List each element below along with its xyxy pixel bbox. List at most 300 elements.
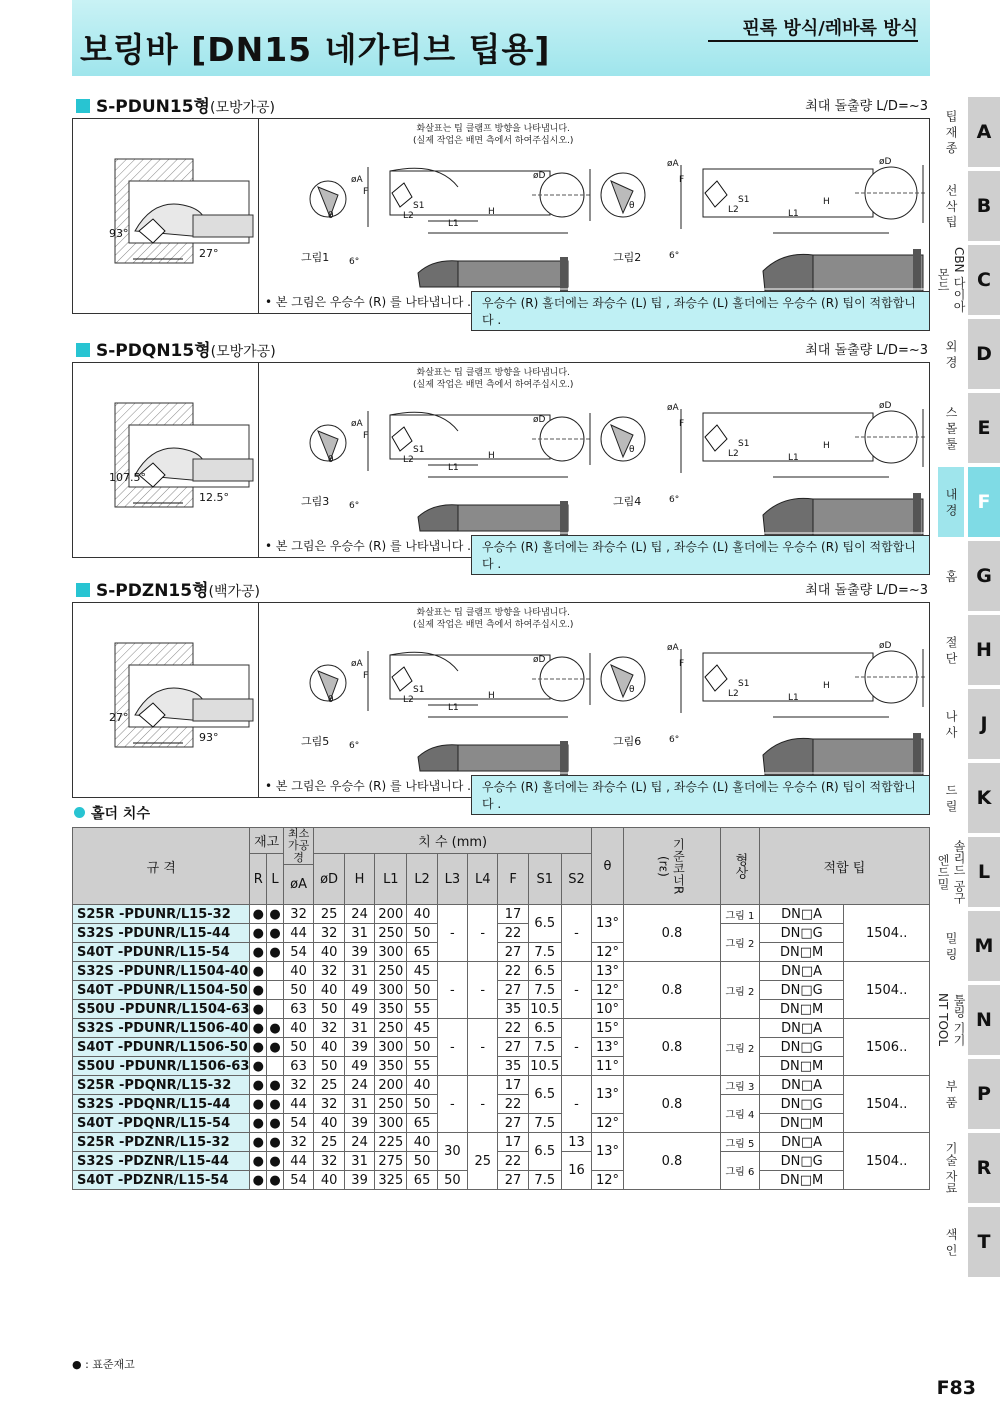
cell: 27	[498, 981, 528, 1000]
table-row	[73, 1019, 930, 1038]
category-tabs	[938, 97, 1000, 1281]
theta: 13°	[592, 1038, 624, 1057]
bullet-icon	[74, 807, 85, 818]
cell: 40	[407, 905, 437, 924]
th-corner: 기준코너R (rε)	[623, 828, 720, 905]
cell: 55	[407, 1000, 437, 1019]
cell: 27	[498, 943, 528, 962]
cell: 24	[344, 1076, 374, 1095]
dim-label: H	[488, 691, 495, 701]
shape: 그림 2	[720, 962, 759, 1019]
dim-label: 6°	[669, 735, 680, 745]
cell: 7.5	[528, 1171, 561, 1190]
spec-name: S32S -PDUNR/L1504-40	[73, 962, 250, 981]
cell: 35	[498, 1057, 528, 1076]
stock-l: ●	[267, 1152, 284, 1171]
tab-label: 팁 재 종	[944, 110, 958, 154]
cell: 40	[407, 1133, 437, 1152]
arrow-note-line1: 화살표는 팁 클램프 방향을 나타냅니다.	[416, 368, 570, 378]
th-theta: θ	[592, 828, 624, 905]
stock-r: ●	[250, 981, 267, 1000]
cell: 225	[375, 1133, 407, 1152]
theta: 12°	[592, 1171, 624, 1190]
tab-n[interactable]	[938, 985, 1000, 1055]
cell: 50	[407, 1095, 437, 1114]
th-spec: 규 격	[73, 828, 250, 905]
table-row	[73, 1038, 930, 1057]
dim-label: 6°	[669, 251, 680, 261]
spec-name: S32S -PDZNR/L15-44	[73, 1152, 250, 1171]
max-overhang: 최대 돌출량 L/D=~3	[805, 583, 928, 598]
arrow-note	[413, 367, 573, 391]
tab-a[interactable]	[938, 97, 1000, 167]
dim-label: øD	[879, 401, 892, 411]
dim-label: θ	[328, 211, 334, 221]
holder-dims-heading: 홀더 치수	[74, 803, 150, 823]
dim-label: L1	[788, 453, 799, 463]
cell: 7.5	[528, 1114, 561, 1133]
theta: 13°	[592, 962, 624, 981]
tab-label: 솔리드 공구 엔드밀	[936, 840, 966, 904]
tab-letter: J	[968, 689, 1000, 759]
cell: 350	[375, 1000, 407, 1019]
stock-r: ●	[250, 943, 267, 962]
dim-label: 6°	[669, 495, 680, 505]
cell: 32	[314, 1019, 345, 1038]
stock-l: ●	[267, 1171, 284, 1190]
dim-label: øD	[533, 171, 546, 181]
cell: 7.5	[528, 1038, 561, 1057]
cell: 31	[344, 1019, 374, 1038]
tip-type: DN□A	[759, 905, 843, 924]
tip-type: DN□M	[759, 1171, 843, 1190]
cell: 22	[498, 1019, 528, 1038]
figure-label: 그림2	[613, 251, 642, 264]
arrow-note	[413, 123, 573, 147]
tab-c[interactable]	[938, 245, 1000, 315]
spec-name: S32S -PDUNR/L15-44	[73, 924, 250, 943]
spec-name: S50U -PDUNR/L1504-63	[73, 1000, 250, 1019]
cell: 49	[344, 981, 374, 1000]
corner-r: 0.8	[623, 1019, 720, 1076]
tip-type: DN□A	[759, 1133, 843, 1152]
holder-dims-table	[72, 827, 930, 1190]
cell: 49	[344, 1000, 374, 1019]
corner-r: 0.8	[623, 905, 720, 962]
figure-label: 그림6	[613, 735, 642, 748]
cell: 27	[498, 1114, 528, 1133]
section-sub: (모방가공)	[210, 344, 276, 360]
tab-label: 밀 링	[944, 932, 958, 960]
th-col: S2	[561, 854, 591, 905]
stock-r: ●	[250, 1019, 267, 1038]
cell: 40	[314, 981, 345, 1000]
dim-label: L2	[728, 689, 739, 699]
dim-label: L2	[728, 205, 739, 215]
square-bullet-icon	[76, 583, 90, 597]
tab-letter: P	[968, 1059, 1000, 1129]
figure-label: 그림1	[301, 251, 330, 264]
dim-label: øD	[879, 641, 892, 651]
cell: 25	[468, 1133, 498, 1190]
cell: 25	[314, 1133, 345, 1152]
table-row	[73, 962, 930, 981]
table-row	[73, 924, 930, 943]
stock-l: ●	[267, 1095, 284, 1114]
angle-label: 107.5°	[109, 471, 146, 484]
tip-compat-note: 우승수 (R) 홀더에는 좌승수 (L) 팁 , 좌승수 (L) 홀더에는 우승수 (R) 팁이 적합합니다 .	[471, 775, 930, 815]
theta: 13°	[592, 1133, 624, 1171]
stock-l: ●	[267, 943, 284, 962]
dim-label: L1	[448, 463, 459, 473]
cell: 22	[498, 1152, 528, 1171]
stock-l	[267, 1057, 284, 1076]
spec-name: S40T -PDUNR/L1506-50	[73, 1038, 250, 1057]
angle-label: 93°	[199, 731, 219, 744]
cell: 7.5	[528, 943, 561, 962]
min-bore: 50	[283, 981, 313, 1000]
cell: -	[437, 1076, 467, 1133]
min-bore: 54	[283, 1114, 313, 1133]
tab-letter: M	[968, 911, 1000, 981]
page-number: F83	[936, 1377, 976, 1399]
cell: 39	[344, 1038, 374, 1057]
dim-label: L2	[728, 449, 739, 459]
th-tip: 적합 팁	[759, 828, 929, 905]
stock-l	[267, 981, 284, 1000]
tip-type: DN□G	[759, 924, 843, 943]
spec-name: S32S -PDUNR/L1506-40	[73, 1019, 250, 1038]
th-col: L4	[468, 854, 498, 905]
cell: 24	[344, 905, 374, 924]
tab-t[interactable]	[938, 1207, 1000, 1277]
tab-f[interactable]	[938, 467, 1000, 537]
min-bore: 44	[283, 1152, 313, 1171]
tab-k[interactable]	[938, 763, 1000, 833]
tab-letter: L	[968, 837, 1000, 907]
tab-p[interactable]	[938, 1059, 1000, 1129]
table-row	[73, 1133, 930, 1152]
page-subtitle: 핀록 방식/레바록 방식	[742, 18, 918, 39]
tab-letter: N	[968, 985, 1000, 1055]
angle-label: 93°	[109, 227, 129, 240]
cell: 325	[375, 1171, 407, 1190]
tip-number: 1504..	[844, 962, 930, 1019]
dim-label: F	[679, 659, 685, 669]
stock-l: ●	[267, 1076, 284, 1095]
cell: 32	[314, 924, 345, 943]
cell: 200	[375, 1076, 407, 1095]
stock-l: ●	[267, 905, 284, 924]
corner-r: 0.8	[623, 962, 720, 1019]
dim-label: 6°	[349, 501, 360, 511]
stock-l: ●	[267, 1133, 284, 1152]
tab-label: 외 경	[944, 340, 958, 368]
spec-name: S40T -PDQNR/L15-54	[73, 1114, 250, 1133]
min-bore: 44	[283, 924, 313, 943]
cell: 13	[561, 1133, 591, 1152]
th-col: H	[344, 854, 374, 905]
theta: 13°	[592, 1076, 624, 1114]
tab-label: 색 인	[944, 1228, 958, 1256]
cell: -	[468, 905, 498, 962]
shape: 그림 4	[720, 1095, 759, 1133]
tip-type: DN□G	[759, 1152, 843, 1171]
cell: 39	[344, 1171, 374, 1190]
cell: 17	[498, 1133, 528, 1152]
shape: 그림 1	[720, 905, 759, 924]
tab-l[interactable]	[938, 837, 1000, 907]
th-col: L1	[375, 854, 407, 905]
cell: -	[561, 1019, 591, 1076]
page-header	[72, 0, 930, 76]
tab-label: CBN 다이아몬드	[936, 247, 966, 313]
cell: 31	[344, 1095, 374, 1114]
tab-letter: H	[968, 615, 1000, 685]
cell: 300	[375, 981, 407, 1000]
cell: 32	[314, 1152, 345, 1171]
tab-letter: F	[968, 467, 1000, 537]
tip-number: 1504..	[844, 905, 930, 962]
dim-label: θ	[629, 685, 635, 695]
th-col: F	[498, 854, 528, 905]
tab-b[interactable]	[938, 171, 1000, 241]
square-bullet-icon	[76, 343, 90, 357]
cell: 24	[344, 1133, 374, 1152]
tab-label: 기술 자료	[944, 1142, 958, 1194]
cell: 45	[407, 1019, 437, 1038]
tab-label: 스 몰 툴	[944, 406, 958, 450]
corner-r: 0.8	[623, 1133, 720, 1190]
cell: 22	[498, 924, 528, 943]
stock-r: ●	[250, 1171, 267, 1190]
theta: 11°	[592, 1057, 624, 1076]
dim-label: H	[488, 207, 495, 217]
cell: 7.5	[528, 981, 561, 1000]
tab-r[interactable]	[938, 1133, 1000, 1203]
stock-r: ●	[250, 1114, 267, 1133]
tab-label: 홈	[944, 570, 958, 582]
tip-number: 1504..	[844, 1076, 930, 1133]
angle-label: 12.5°	[199, 491, 229, 504]
stock-r: ●	[250, 1095, 267, 1114]
cell: 16	[561, 1152, 591, 1190]
dim-label: L1	[788, 209, 799, 219]
workpiece-sketch	[73, 363, 259, 557]
cell: 50	[314, 1057, 345, 1076]
cell: 300	[375, 1038, 407, 1057]
cell: 22	[498, 962, 528, 981]
th-min-bore: 최소 가공경	[283, 828, 313, 865]
section-title	[76, 336, 276, 361]
tab-e[interactable]	[938, 393, 1000, 463]
section-sub: (모방가공)	[209, 100, 276, 116]
subtitle-underline	[708, 40, 918, 42]
cell: 250	[375, 924, 407, 943]
arrow-note-line2: (실제 작업은 배면 측에서 하여주십시오.)	[413, 380, 574, 390]
table-row	[73, 1114, 930, 1133]
tab-label: 나 사	[944, 710, 958, 738]
cell: 40	[314, 1171, 345, 1190]
cell: 39	[344, 1114, 374, 1133]
cell: 300	[375, 1114, 407, 1133]
hand-note: • 본 그림은 우승수 (R) 를 나타냅니다 .	[265, 779, 471, 793]
cell: 31	[344, 962, 374, 981]
th-col: øD	[314, 854, 345, 905]
tab-g[interactable]	[938, 541, 1000, 611]
table-row	[73, 1171, 930, 1190]
tip-type: DN□A	[759, 1076, 843, 1095]
dim-label: øD	[879, 157, 892, 167]
tip-type: DN□G	[759, 981, 843, 1000]
spec-name: S50U -PDUNR/L1506-63	[73, 1057, 250, 1076]
dim-label: H	[823, 197, 830, 207]
tab-letter: C	[968, 245, 1000, 315]
min-bore: 32	[283, 905, 313, 924]
cell: 17	[498, 1076, 528, 1095]
drawing-panel	[72, 362, 930, 571]
cell: 25	[314, 1076, 345, 1095]
min-bore: 54	[283, 1171, 313, 1190]
stock-l	[267, 1000, 284, 1019]
stock-r: ●	[250, 905, 267, 924]
th-r: R	[250, 854, 267, 905]
cell: 32	[314, 1095, 345, 1114]
cell: -	[561, 962, 591, 1019]
workpiece-sketch	[73, 119, 259, 313]
stock-r: ●	[250, 1133, 267, 1152]
spec-name: S25R -PDQNR/L15-32	[73, 1076, 250, 1095]
tip-number: 1504..	[844, 1133, 930, 1190]
section-title	[76, 576, 260, 601]
stock-l: ●	[267, 1019, 284, 1038]
cell: 35	[498, 1000, 528, 1019]
dim-label: θ	[629, 445, 635, 455]
dim-label: F	[679, 175, 685, 185]
cell: 30	[437, 1133, 467, 1171]
tab-letter: K	[968, 763, 1000, 833]
dim-label: θ	[328, 455, 334, 465]
tab-m[interactable]	[938, 911, 1000, 981]
drawing-panel	[72, 602, 930, 811]
cell: -	[561, 1076, 591, 1133]
section-name: S-PDUN15형	[96, 97, 210, 117]
tab-letter: D	[968, 319, 1000, 389]
tip-type: DN□A	[759, 962, 843, 981]
hand-note: • 본 그림은 우승수 (R) 를 나타냅니다 .	[265, 539, 471, 553]
cell: -	[468, 1019, 498, 1076]
theta: 12°	[592, 1114, 624, 1133]
theta: 10°	[592, 1000, 624, 1019]
tip-compat-note: 우승수 (R) 홀더에는 좌승수 (L) 팁 , 좌승수 (L) 홀더에는 우승수 (R) 팁이 적합합니다 .	[471, 535, 930, 575]
table-row	[73, 981, 930, 1000]
cell: 31	[344, 924, 374, 943]
cell: 49	[344, 1057, 374, 1076]
cell: 22	[498, 1095, 528, 1114]
tab-label: 선 삭 팁	[944, 184, 958, 228]
tab-letter: A	[968, 97, 1000, 167]
min-bore: 40	[283, 1019, 313, 1038]
section-sub: (백가공)	[208, 584, 261, 600]
theta: 15°	[592, 1019, 624, 1038]
stock-r: ●	[250, 1152, 267, 1171]
angle-label: 27°	[109, 711, 129, 724]
dim-label: F	[363, 431, 369, 441]
arrow-note-line1: 화살표는 팁 클램프 방향을 나타냅니다.	[416, 124, 570, 134]
tip-type: DN□M	[759, 1000, 843, 1019]
dim-label: øA	[667, 159, 679, 169]
dim-label: 6°	[349, 741, 360, 751]
tab-h[interactable]	[938, 615, 1000, 685]
cell: 300	[375, 943, 407, 962]
cell: 17	[498, 905, 528, 924]
cell: -	[437, 962, 467, 1019]
tip-number: 1506..	[844, 1019, 930, 1076]
min-bore: 32	[283, 1133, 313, 1152]
cell: 39	[344, 943, 374, 962]
cell: 65	[407, 1171, 437, 1190]
dim-label: øD	[533, 655, 546, 665]
cell: 275	[375, 1152, 407, 1171]
square-bullet-icon	[76, 99, 90, 113]
min-bore: 63	[283, 1000, 313, 1019]
tip-type: DN□G	[759, 1095, 843, 1114]
cell: 25	[314, 905, 345, 924]
cell: 10.5	[528, 1057, 561, 1076]
tab-letter: R	[968, 1133, 1000, 1203]
stock-r: ●	[250, 1000, 267, 1019]
min-bore: 50	[283, 1038, 313, 1057]
min-bore: 63	[283, 1057, 313, 1076]
cell: 50	[407, 1038, 437, 1057]
dim-label: S1	[738, 439, 750, 449]
stock-l	[267, 962, 284, 981]
tip-type: DN□G	[759, 1038, 843, 1057]
cell: 6.5	[528, 1133, 561, 1171]
cell: 50	[437, 1171, 467, 1190]
tip-compat-note: 우승수 (R) 홀더에는 좌승수 (L) 팁 , 좌승수 (L) 홀더에는 우승수 (R) 팁이 적합합니다 .	[471, 291, 930, 331]
dim-label: H	[823, 441, 830, 451]
min-bore: 54	[283, 943, 313, 962]
cell: 32	[314, 962, 345, 981]
section-name: S-PDQN15형	[96, 341, 211, 361]
max-overhang: 최대 돌출량 L/D=~3	[805, 343, 928, 358]
shape: 그림 5	[720, 1133, 759, 1152]
dim-label: L2	[403, 211, 414, 221]
figure-label: 그림5	[301, 735, 330, 748]
stock-r: ●	[250, 924, 267, 943]
tab-label: 툴링 기기 NT TOOL	[936, 993, 966, 1047]
arrow-note-line1: 화살표는 팁 클램프 방향을 나타냅니다.	[416, 608, 570, 618]
corner-r: 0.8	[623, 1076, 720, 1133]
tab-d[interactable]	[938, 319, 1000, 389]
table-body	[73, 905, 930, 1190]
dim-label: L1	[448, 219, 459, 229]
tab-letter: B	[968, 171, 1000, 241]
tab-j[interactable]	[938, 689, 1000, 759]
dim-label: F	[363, 671, 369, 681]
tab-letter: G	[968, 541, 1000, 611]
tab-label: 내 경	[938, 467, 964, 537]
dim-label: H	[823, 681, 830, 691]
table-row	[73, 1076, 930, 1095]
shape: 그림 2	[720, 924, 759, 962]
th-stock: 재고	[250, 828, 283, 854]
cell: 27	[498, 1038, 528, 1057]
workpiece-sketch	[73, 603, 259, 797]
cell: 27	[498, 1171, 528, 1190]
cell: 6.5	[528, 1076, 561, 1114]
